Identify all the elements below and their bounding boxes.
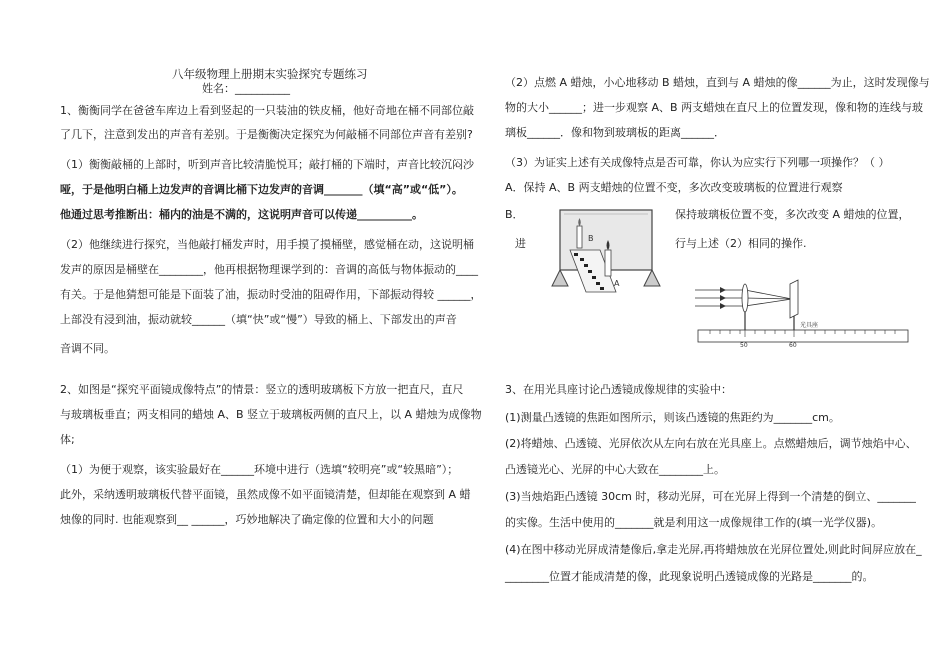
q2-line: 体; (60, 433, 75, 446)
q3-line: (3)当烛焰距凸透镜 30cm 时，移动光屏，可在光屏上得到一个清楚的倒立、_______ (505, 490, 916, 503)
q3-line: 的实像。生活中使用的_______就是利用这一成像规律工作的(填一光学仪器)。 (505, 516, 883, 529)
q1-line: 发声的原因是桶壁在________，他再根据物理课学到的：音调的高低与物体振动的____ (60, 263, 478, 276)
name-line: 姓名：__________ (202, 82, 290, 95)
q2-line: 此外，采纳透明玻璃板代替平面镜，虽然成像不如平面镜清楚，但却能在观察到 A 蜡 (60, 488, 471, 501)
q1-line: 了几下，注意到发出的声音有差别。于是衡衡决定探究为何敲桶不同部位声音有差别? (60, 128, 473, 141)
worksheet-title: 八年级物理上册期末实验探究专题练习 (172, 67, 368, 81)
tick-50-label: 50 (740, 342, 748, 349)
q1-line: （1）衡衡敲桶的上部时，听到声音比较清脆悦耳；敲打桶的下端时，声音比较沉闷沙 (60, 158, 474, 171)
mirror-experiment-figure (550, 198, 665, 298)
q1-line: 有关。于是他猜想可能是下面装了油，振动时受油的阻碍作用，下部振动得较 ______， (60, 288, 482, 301)
q3-line: (2)将蜡烛、凸透镜、光屏依次从左向右放在光具座上。点燃蜡烛后，调节烛焰中心、 (505, 437, 917, 450)
candle-a-label: A (614, 279, 620, 288)
q1-line: （2）他继续进行探究，当他敲打桶发声时，用手摸了摸桶壁，感觉桶在动，这说明桶 (60, 238, 474, 251)
tick-60-label: 60 (789, 342, 797, 349)
q2-cont-line: （3）为证实上述有关成像特点是否可靠，你认为应实行下列哪一项操作？（ ） (505, 156, 890, 169)
q1-line: 1、衡衡同学在爸爸车库边上看到竖起的一只装油的铁皮桶，他好奇地在桶不同部位敲 (60, 104, 474, 117)
q2-line: （1）为便于观察，该实验最好在______环境中进行（选填“较明亮”或“较黑暗”）； (60, 463, 459, 476)
q2-line: 烛像的同时. 也能观察到__ ______，巧妙地解决了确定像的位置和大小的问题 (60, 513, 434, 526)
q2-cont-line: 物的大小______；进一步观察 A、B 两支蜡烛在直尺上的位置发现，像和物的连线与玻 (505, 101, 924, 114)
q1-line: 他通过思考推断出：桶内的油是不满的，这说明声音可以传递__________。 (60, 208, 423, 221)
q3-line: ________位置才能成清楚的像，此现象说明凸透镜成像的光路是_______的。 (505, 570, 874, 583)
q1-line: 哑，于是他明白桶上边发声的音调比桶下边发声的音调_______（填“高”或“低”）。 (60, 183, 463, 196)
lens-focal-figure (690, 270, 915, 350)
optical-bench-label: 光具座 (800, 322, 819, 329)
option-b-text: 保持玻璃板位置不变，多次改变 A 蜡烛的位置， (675, 208, 910, 221)
q3-line: (4)在图中移动光屏成清楚像后,拿走光屏,再将蜡烛放在光屏位置处,则此时间屏应放在_ (505, 543, 922, 556)
candle-b-label: B (588, 234, 594, 243)
q1-line: 音调不同。 (60, 342, 115, 355)
option-b-text-cont: 行与上述（2）相同的操作. (675, 237, 807, 250)
option-b-label: B． (505, 208, 524, 221)
q2-cont-line: （2）点燃 A 蜡烛，小心地移动 B 蜡烛，直到与 A 蜡烛的像______为止，这时发现像与 (505, 76, 930, 89)
q2-line: 2、如图是“探究平面镜成像特点”的情景：竖立的透明玻璃板下方放一把直尺，直尺 (60, 383, 464, 396)
option-b-label-cont: 进 (515, 237, 526, 250)
q3-line: 凸透镜光心、光屏的中心大致在________上。 (505, 463, 725, 476)
q2-line: 与玻璃板垂直；两支相同的蜡烛 A、B 竖立于玻璃板两侧的直尺上，以 A 蜡烛为成像物 (60, 408, 482, 421)
q3-line: 3、在用光具座讨论凸透镜成像规律的实验中： (505, 383, 732, 396)
q2-cont-line: 璃板______．像和物到玻璃板的距离______． (505, 126, 725, 139)
q2-cont-line: A．保持 A、B 两支蜡烛的位置不变，多次改变玻璃板的位置进行观察 (505, 181, 843, 194)
q3-line: (1)测量凸透镜的焦距如图所示，则该凸透镜的焦距约为_______cm。 (505, 411, 840, 424)
q1-line: 上部没有浸到油，振动就较______（填“快”或“慢”）导致的桶上、下部发出的声音 (60, 313, 457, 326)
